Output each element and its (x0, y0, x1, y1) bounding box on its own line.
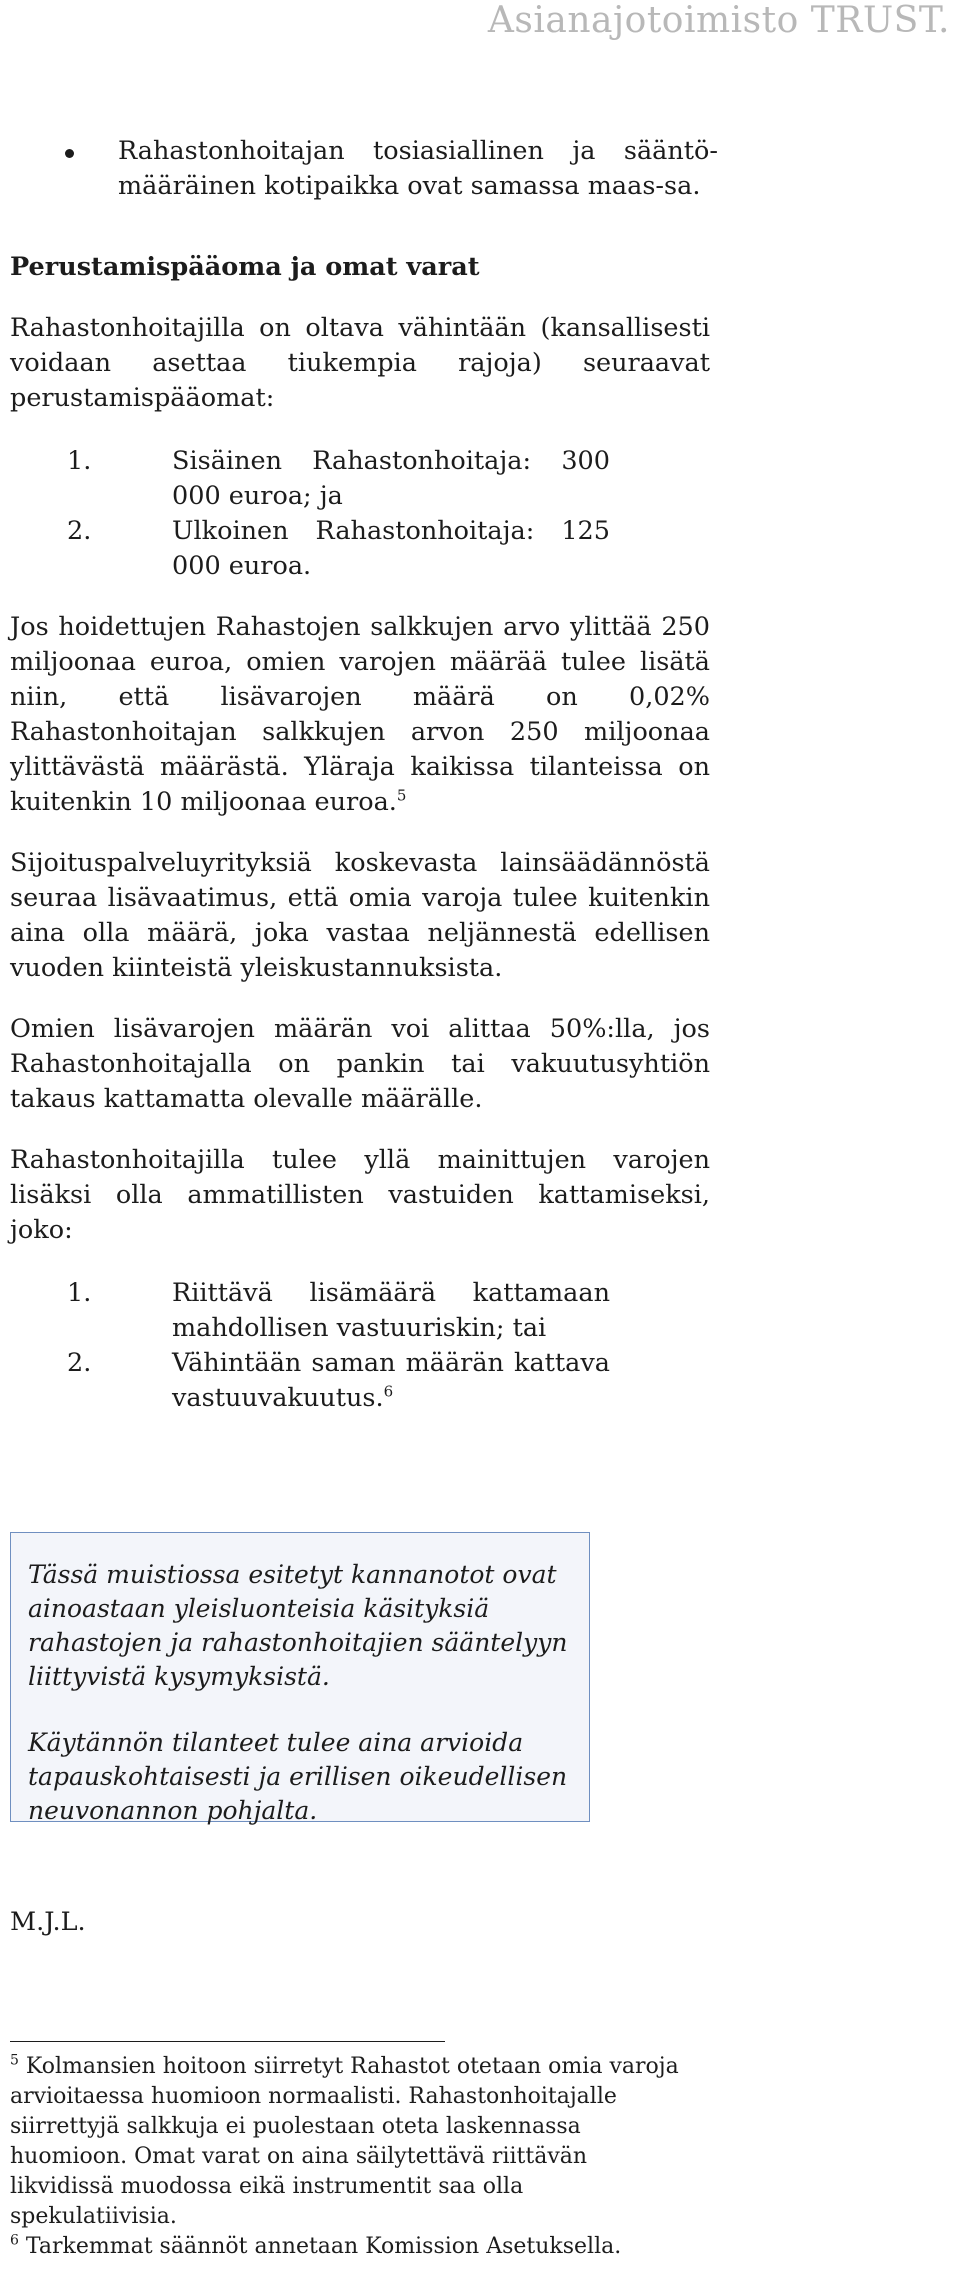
capital-intro: Rahastonhoitajilla on oltava vähintään (kansallisesti voidaan asettaa tiukempia rajoja) seuraavat perustamispääomat: (10, 313, 710, 413)
list-item (10, 1346, 610, 1416)
footnote-5 (10, 2052, 690, 2232)
intro-bullet (10, 134, 718, 204)
investment-firms-paragraph: Sijoituspalveluyrityksiä koskevasta lainsäädännöstä seuraa lisävaatimus, että omia varoja tulee kuitenkin aina olla määrä, joka vastaa neljännestä edellisen vuoden kiinteistä yleiskustannuksista. (10, 848, 710, 983)
guarantee-paragraph: Omien lisävarojen määrän voi alittaa 50%:lla, jos Rahastonhoitajalla on pankin tai vakuutusyhtiön takaus kattamatta olevalle määrälle. (10, 1014, 710, 1114)
firm-header: Asianajotoimisto TRUST. (487, 0, 950, 41)
list-item (10, 514, 610, 584)
footnote-number: 6 (10, 2232, 19, 2249)
footnote-text: Tarkemmat säännöt annetaan Komission Asetuksella. (25, 2234, 622, 2259)
disclaimer-text-2: Käytännön tilanteet tulee aina arvioida tapauskohtaisesti ja erillisen oikeudellisen neuvonannon pohjalta. (28, 1728, 568, 1825)
section-heading: Perustamispääoma ja omat varat (10, 252, 480, 282)
capital-list (10, 444, 610, 584)
footnote-divider (10, 2041, 445, 2042)
list-item-number: 1. (67, 446, 92, 476)
list-item-text: Vähintään saman määrän kattava vastuuvakuutus. (172, 1348, 610, 1413)
signature: M.J.L. (10, 1907, 86, 1937)
bullet-dot-icon (65, 149, 74, 158)
threshold-text: Jos hoidettujen Rahastojen salkkujen arvo ylittää 250 miljoonaa euroa, omien varojen määrää tulee lisätä niin, että lisävarojen määrä on 0,02% Rahastonhoitajan salkkujen arvon 250 miljoonaa ylittävästä määrästä. Yläraja kaikissa tilanteissa on kuitenkin 10 miljoonaa euroa. (10, 612, 710, 817)
list-item-number: 2. (67, 1348, 92, 1378)
list-item (10, 1276, 610, 1346)
footnote-text: Kolmansien hoitoon siirretyt Rahastot otetaan omia varoja arvioitaessa huomioon normaalisti. Rahastonhoitajalle siirrettyjä salkkuja ei puolestaan oteta laskennassa huomioon. Omat varat on aina säilytettävä riittävän likvidissä muodossa eikä instrumentit saa olla spekulatiivisia. (10, 2054, 679, 2229)
list-item-text: Ulkoinen Rahastonhoitaja: 125 000 euroa. (172, 516, 610, 581)
list-item-text: Sisäinen Rahastonhoitaja: 300 000 euroa; ja (172, 446, 610, 511)
list-item (10, 444, 610, 514)
liability-paragraph: Rahastonhoitajilla tulee yllä mainittujen varojen lisäksi olla ammatillisten vastuiden kattamiseksi, joko: (10, 1145, 710, 1245)
list-item-number: 2. (67, 516, 92, 546)
liability-list (10, 1276, 610, 1416)
footnote-ref-6[interactable]: 6 (383, 1382, 394, 1401)
intro-bullet-text: Rahastonhoitajan tosiasiallinen ja sääntö-määräinen kotipaikka ovat samassa maas-sa. (118, 136, 718, 201)
footnote-number: 5 (10, 2052, 19, 2069)
footnotes (10, 2052, 690, 2262)
memo-body (10, 120, 718, 1416)
disclaimer-text-1: Tässä muistiossa esitetyt kannanotot ovat ainoastaan yleisluonteisia käsityksiä rahastojen ja rahastonhoitajien sääntelyyn liittyvistä kysymyksistä. (28, 1560, 568, 1691)
list-item-text-with-ref (172, 1346, 610, 1416)
list-item-text: Riittävä lisämäärä kattamaan mahdollisen vastuuriskin; tai (172, 1278, 610, 1343)
threshold-paragraph (10, 610, 710, 820)
list-item-number: 1. (67, 1278, 92, 1308)
footnote-ref-5[interactable]: 5 (396, 786, 407, 805)
disclaimer-box (10, 1532, 590, 1825)
footnote-6 (10, 2232, 690, 2262)
